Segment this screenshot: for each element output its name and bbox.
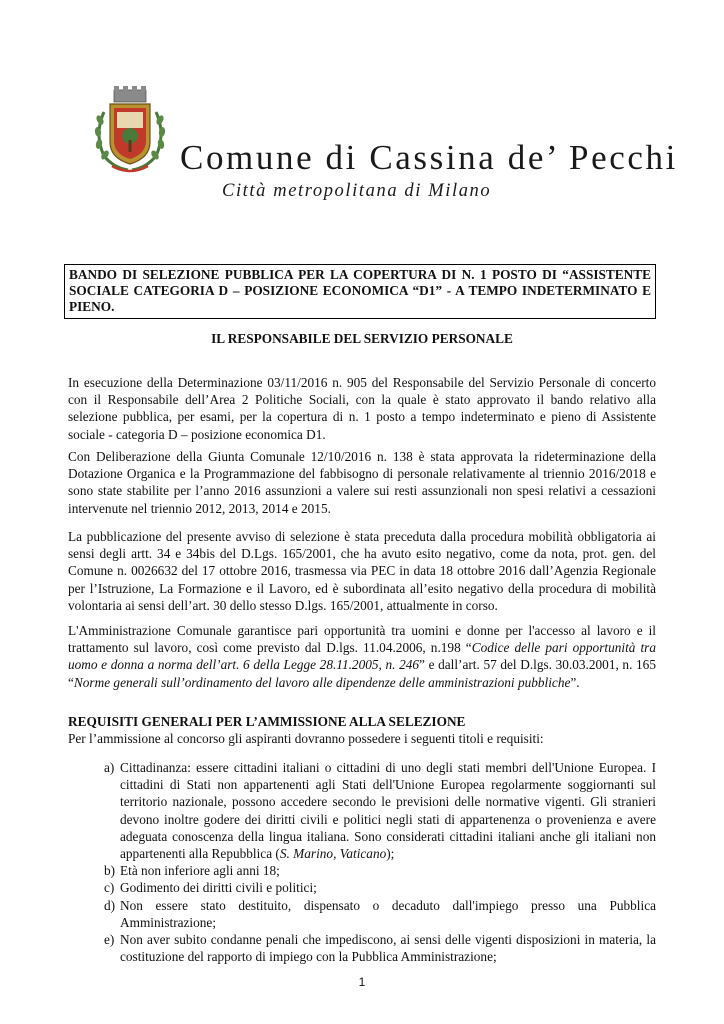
- paragraph-equal-opportunity: [68, 622, 656, 691]
- equal-opportunity-text-end: ”.: [570, 674, 580, 690]
- equal-opportunity-text-2: ” e dall’art. 57 del D.lgs. 30.03.2001, n. 165 “: [68, 657, 656, 690]
- list-marker: e): [104, 932, 115, 948]
- list-item: [104, 879, 656, 896]
- requirements-list: [104, 759, 656, 965]
- list-marker: c): [104, 880, 115, 896]
- municipality-title: Comune di Cassina de’ Pecchi: [180, 138, 678, 177]
- metropolitan-city-subtitle: Città metropolitana di Milano: [222, 181, 492, 201]
- list-marker: b): [104, 863, 116, 879]
- list-item-text: Non essere stato destituito, dispensato o decaduto dall'impiego presso una Pubblica Amministrazione;: [120, 897, 656, 930]
- list-item-text: Età non inferiore agli anni 18;: [120, 863, 280, 879]
- list-item: [104, 897, 656, 931]
- code-citation: Codice delle pari opportunità tra uomo e donna a norma dell’art. 6 della Legge 28.11.2005, n. 246: [68, 640, 657, 673]
- requirements-intro: Per l’ammissione al concorso gli aspiranti dovranno possedere i seguenti titoli e requisiti:: [68, 731, 544, 746]
- list-item-tail: );: [386, 846, 395, 862]
- requirements-title: REQUISITI GENERALI PER L’AMMISSIONE ALLA SELEZIONE: [68, 714, 466, 729]
- coat-of-arms-logo: [90, 84, 170, 176]
- list-item-text: Godimento dei diritti civili e politici;: [120, 880, 317, 896]
- paragraph-determination: In esecuzione della Determinazione 03/11/2016 n. 905 del Responsabile del Servizio Personale di concerto con il Responsabile dell’Area 2 Politiche Sociali, con la quale è stato approvato il bando relativo alla selezione pubblica, per esami, per la copertura di n. 1 posto a tempo indeterminato e pieno di Assistente sociale - categoria D – posizione economica D1.: [68, 375, 656, 442]
- list-marker: d): [104, 897, 116, 913]
- norms-citation: Norme generali sull’ordinamento del lavoro alle dipendenze delle amministrazioni pubbliche: [73, 674, 571, 690]
- page-number: 1: [358, 975, 366, 989]
- list-item-italic: S. Marino, Vaticano: [279, 846, 387, 862]
- section-heading: IL RESPONSABILE DEL SERVIZIO PERSONALE: [211, 331, 513, 346]
- list-item: [104, 759, 656, 862]
- equal-opportunity-text: L'Amministrazione Comunale garantisce pari opportunità tra uomini e donne per l'accesso al lavoro e il trattamento sul lavoro, così come previsto dal D.lgs. 11.04.2006, n.198 “: [68, 623, 656, 656]
- notice-title-box: BANDO DI SELEZIONE PUBBLICA PER LA COPERTURA DI N. 1 POSTO DI “ASSISTENTE SOCIALE CATEGORIA D – POSIZIONE ECONOMICA “D1” - A TEMPO INDETERMINATO E PIENO.: [64, 264, 656, 319]
- paragraph-deliberation: Con Deliberazione della Giunta Comunale 12/10/2016 n. 138 è stata approvata la rideterminazione della Dotazione Organica e la Programmazione del fabbisogno di personale relativamente al triennio 2016/2018 e sono state stabilite per l’anno 2016 assunzioni a valere sui resti assunzionali non spesi relativi a cessazioni intervenute nel triennio 2012, 2013, 2014 e 2015.: [68, 449, 656, 516]
- paragraph-publication: La pubblicazione del presente avviso di selezione è stata preceduta dalla procedura mobilità obbligatoria ai sensi degli artt. 34 e 34bis del D.Lgs. 165/2001, che ha avuto esito negativo, come da nota, prot. gen. del Comune n. 0026632 del 17 ottobre 2016, trasmessa via PEC in data 18 ottobre 2016 dall’Agenzia Regionale per l’Istruzione, La Formazione e il Lavoro, ed è subordinata all’esito negativo della procedura di mobilità volontaria ai sensi dell’art. 30 dello stesso D.lgs. 165/2001, attualmente in corso.: [68, 529, 656, 613]
- list-item-text: Cittadinanza: essere cittadini italiani o cittadini di uno degli stati membri dell'Unione Europea. I cittadini di Stati non appartenenti agli Stati dell'Unione Europea regolarmente soggiornanti sul territorio nazionale, possono accedere secondo le previsioni delle normative vigenti. Gli stranieri devono inoltre godere dei diritti civili e politici negli stati di appartenenza o provenienza e avere adeguata conoscenza della lingua italiana. Sono considerati cittadini italiani anche gli italiani non appartenenti alla Repubblica (: [120, 760, 656, 862]
- list-item: [104, 931, 656, 965]
- list-item-text: Non aver subito condanne penali che impediscono, ai sensi delle vigenti disposizioni in materia, la costituzione del rapporto di impiego con la Pubblica Amministrazione;: [120, 932, 656, 965]
- list-item: [104, 862, 656, 879]
- list-marker: a): [104, 760, 115, 775]
